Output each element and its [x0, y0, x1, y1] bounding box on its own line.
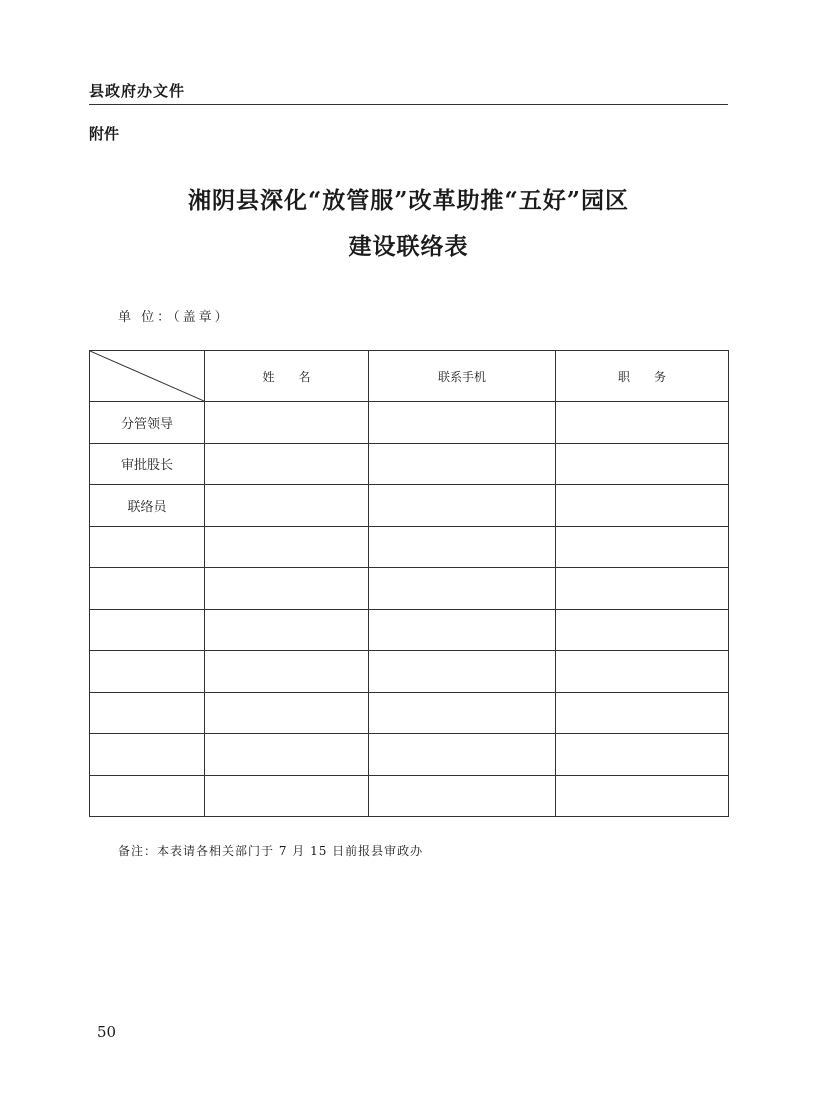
- column-header-phone: 联系手机: [369, 351, 556, 402]
- page-number: 50: [97, 1023, 117, 1041]
- row-label: [90, 775, 205, 817]
- position-cell[interactable]: [556, 526, 729, 568]
- position-cell[interactable]: [556, 402, 729, 444]
- name-cell[interactable]: [205, 609, 369, 651]
- diagonal-line: [90, 351, 204, 401]
- table-row: [90, 692, 729, 734]
- name-cell[interactable]: [205, 485, 369, 527]
- column-header-name: 姓 名: [205, 351, 369, 402]
- row-label: 联络员: [90, 485, 205, 527]
- row-label: 分管领导: [90, 402, 205, 444]
- name-cell[interactable]: [205, 775, 369, 817]
- table-row: [90, 775, 729, 817]
- row-label: [90, 526, 205, 568]
- row-label: [90, 734, 205, 776]
- footnote: 备注：本表请各相关部门于 7 月 15 日前报县审政办: [118, 844, 424, 858]
- position-cell[interactable]: [556, 609, 729, 651]
- name-cell[interactable]: [205, 651, 369, 693]
- phone-cell[interactable]: [369, 443, 556, 485]
- name-cell[interactable]: [205, 692, 369, 734]
- table-row: [90, 443, 729, 485]
- table-row: [90, 402, 729, 444]
- document-title-line-2: 建设联络表: [348, 233, 469, 260]
- contact-form-table: [89, 350, 729, 817]
- running-header: 县政府办文件: [89, 82, 186, 100]
- row-label: [90, 568, 205, 610]
- table-row: [90, 526, 729, 568]
- diagonal-corner-cell: [90, 351, 205, 402]
- unit-stamp-line: 单 位：（盖章）: [118, 310, 231, 325]
- table-row: [90, 651, 729, 693]
- table-body: [90, 402, 729, 817]
- position-cell[interactable]: [556, 485, 729, 527]
- row-label: [90, 692, 205, 734]
- phone-cell[interactable]: [369, 692, 556, 734]
- row-label: [90, 651, 205, 693]
- phone-cell[interactable]: [369, 485, 556, 527]
- name-cell[interactable]: [205, 526, 369, 568]
- column-header-position: 职 务: [556, 351, 729, 402]
- name-cell[interactable]: [205, 734, 369, 776]
- table-row: [90, 609, 729, 651]
- phone-cell[interactable]: [369, 402, 556, 444]
- phone-cell[interactable]: [369, 568, 556, 610]
- position-cell[interactable]: [556, 443, 729, 485]
- name-cell[interactable]: [205, 568, 369, 610]
- position-cell[interactable]: [556, 651, 729, 693]
- position-cell[interactable]: [556, 775, 729, 817]
- row-label: [90, 609, 205, 651]
- position-cell[interactable]: [556, 568, 729, 610]
- phone-cell[interactable]: [369, 775, 556, 817]
- header-rule: [89, 104, 728, 105]
- table-header-row: [90, 351, 729, 402]
- name-cell[interactable]: [205, 402, 369, 444]
- row-label: 审批股长: [90, 443, 205, 485]
- table-row: [90, 485, 729, 527]
- table-row: [90, 568, 729, 610]
- table-row: [90, 734, 729, 776]
- position-cell[interactable]: [556, 734, 729, 776]
- phone-cell[interactable]: [369, 734, 556, 776]
- attachment-label: 附件: [89, 125, 120, 143]
- name-cell[interactable]: [205, 443, 369, 485]
- phone-cell[interactable]: [369, 526, 556, 568]
- position-cell[interactable]: [556, 692, 729, 734]
- document-title-line-1: 湘阴县深化“放管服”改革助推“五好”园区: [188, 187, 629, 214]
- phone-cell[interactable]: [369, 609, 556, 651]
- phone-cell[interactable]: [369, 651, 556, 693]
